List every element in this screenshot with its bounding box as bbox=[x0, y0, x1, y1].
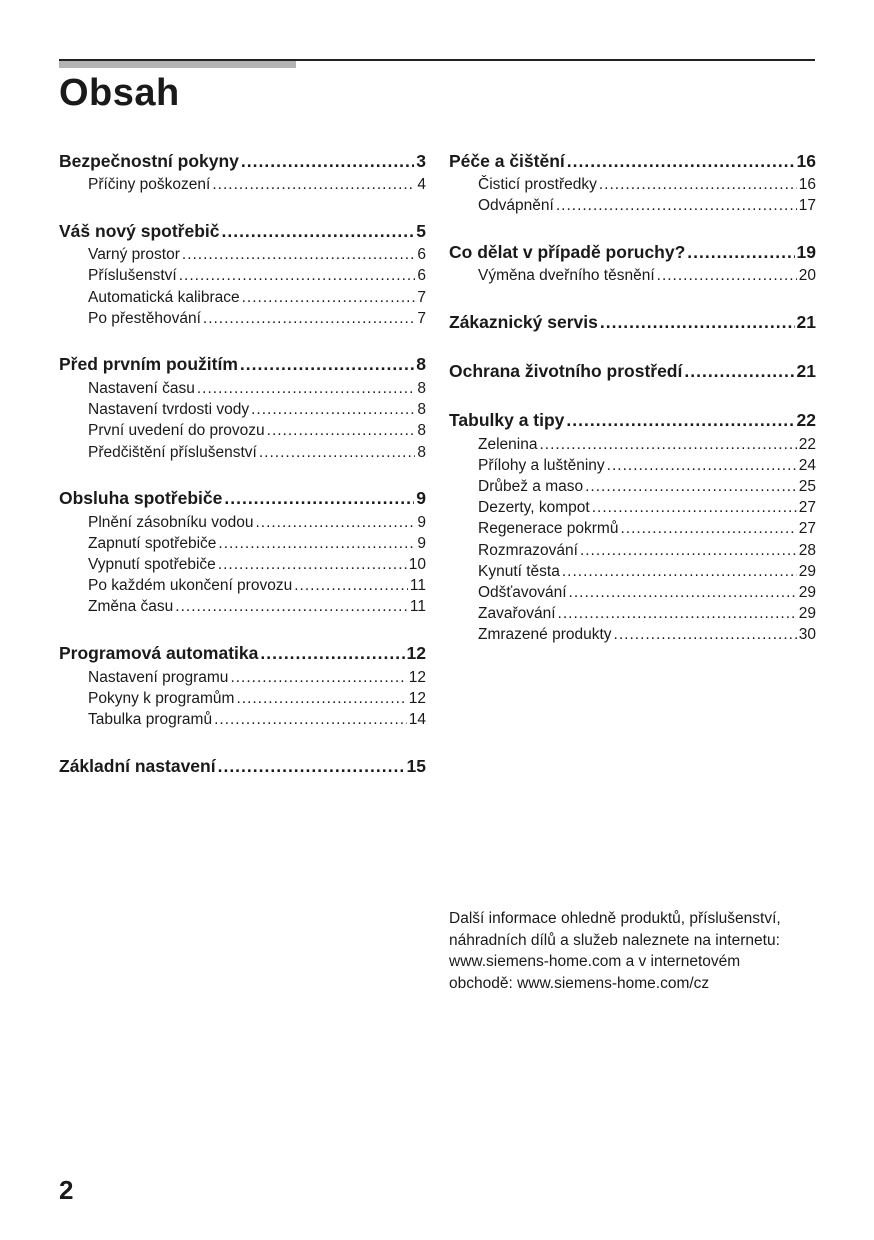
toc-section bbox=[449, 405, 816, 648]
toc-page-number: 6 bbox=[417, 267, 426, 285]
toc-section bbox=[449, 307, 816, 338]
toc-entry-label: Odvápnění bbox=[478, 197, 554, 215]
toc-page-number: 11 bbox=[409, 577, 426, 595]
dot-leader bbox=[255, 514, 415, 532]
toc-entry[interactable] bbox=[449, 542, 816, 563]
toc-entry[interactable] bbox=[59, 711, 426, 732]
toc-page-number: 14 bbox=[408, 711, 426, 728]
dot-leader bbox=[218, 756, 405, 777]
dot-leader bbox=[179, 267, 416, 285]
dot-leader bbox=[224, 488, 414, 509]
dot-leader bbox=[203, 310, 415, 328]
toc-entry[interactable] bbox=[449, 584, 816, 605]
toc-entry[interactable] bbox=[59, 514, 426, 535]
toc-section-title: Váš nový spotřebič bbox=[59, 220, 220, 241]
dot-leader bbox=[566, 410, 794, 431]
toc-entry-label: Nastavení času bbox=[88, 379, 195, 397]
toc-entry[interactable] bbox=[449, 520, 816, 541]
toc-entry[interactable] bbox=[59, 535, 426, 556]
toc-entry[interactable] bbox=[449, 605, 816, 626]
info-note-line: obchodě: www.siemens-home.com/cz bbox=[449, 974, 710, 992]
toc-page-number: 9 bbox=[417, 513, 426, 531]
toc-entry-label: První uvedení do provozu bbox=[88, 422, 265, 440]
toc-section-heading[interactable] bbox=[449, 405, 816, 436]
toc-page-number: 7 bbox=[417, 288, 426, 306]
toc-entry[interactable] bbox=[59, 380, 426, 401]
toc-page-number: 8 bbox=[417, 443, 426, 461]
toc-section bbox=[449, 145, 816, 218]
toc-page-number: 12 bbox=[408, 689, 426, 707]
toc-page-number: 5 bbox=[416, 220, 426, 241]
toc-entry[interactable] bbox=[59, 556, 426, 577]
toc-entry[interactable] bbox=[449, 176, 816, 197]
toc-page-number: 22 bbox=[796, 410, 816, 431]
toc-entry-label: Automatická kalibrace bbox=[88, 288, 240, 306]
dot-leader bbox=[592, 499, 797, 517]
toc-section-heading[interactable] bbox=[449, 145, 816, 176]
toc-entry[interactable] bbox=[59, 577, 426, 598]
toc-section-heading[interactable] bbox=[449, 236, 816, 267]
toc-section bbox=[59, 349, 426, 465]
toc-page-number: 3 bbox=[416, 150, 426, 171]
info-note bbox=[449, 908, 819, 994]
toc-section bbox=[59, 750, 426, 781]
dot-leader bbox=[236, 690, 406, 708]
info-note-line: Další informace ohledně produktů, příslušenství, bbox=[449, 910, 781, 927]
toc-page-number: 6 bbox=[417, 246, 426, 264]
toc-entry[interactable] bbox=[59, 246, 426, 267]
toc-entry-label: Po přestěhování bbox=[88, 309, 201, 327]
toc-entry[interactable] bbox=[59, 267, 426, 288]
toc-entry[interactable] bbox=[59, 669, 426, 690]
dot-leader bbox=[580, 542, 797, 560]
toc-entry[interactable] bbox=[59, 422, 426, 443]
dot-leader bbox=[218, 556, 407, 574]
toc-section-heading[interactable] bbox=[59, 483, 426, 514]
toc-section-title: Tabulky a tipy bbox=[449, 410, 565, 431]
dot-leader bbox=[259, 444, 416, 462]
toc-entry[interactable] bbox=[59, 401, 426, 422]
toc-section-title: Ochrana životního prostředí bbox=[449, 361, 683, 382]
toc-page-number: 17 bbox=[798, 197, 816, 215]
toc-entry[interactable] bbox=[59, 598, 426, 619]
toc-section bbox=[59, 638, 426, 733]
toc-entry-label: Zavařování bbox=[478, 605, 556, 623]
dot-leader bbox=[539, 436, 796, 454]
toc-entry-label: Zapnutí spotřebiče bbox=[88, 534, 217, 552]
toc-entry-label: Varný prostor bbox=[88, 246, 180, 264]
dot-leader bbox=[182, 246, 415, 264]
dot-leader bbox=[620, 520, 796, 538]
dot-leader bbox=[567, 151, 795, 172]
toc-page-number: 8 bbox=[417, 379, 426, 397]
toc-entry[interactable] bbox=[449, 197, 816, 218]
dot-leader bbox=[684, 361, 794, 382]
toc-page-number: 9 bbox=[416, 488, 426, 509]
dot-leader bbox=[260, 643, 404, 664]
toc-entry-label: Výměna dveřního těsnění bbox=[478, 267, 655, 285]
dot-leader bbox=[251, 401, 415, 419]
toc-entry-label: Zmrazené produkty bbox=[478, 626, 612, 644]
dot-leader bbox=[267, 422, 416, 440]
toc-page-number: 10 bbox=[408, 556, 426, 574]
toc-section bbox=[449, 356, 816, 387]
dot-leader bbox=[687, 242, 794, 263]
toc-entry-label: Čisticí prostředky bbox=[478, 176, 597, 193]
toc-page-number: 8 bbox=[417, 422, 426, 440]
toc-page-number: 20 bbox=[798, 267, 816, 285]
toc-page-number: 29 bbox=[798, 562, 816, 580]
toc-page-number: 15 bbox=[406, 755, 426, 776]
dot-leader bbox=[241, 151, 414, 172]
toc-entry[interactable] bbox=[59, 310, 426, 331]
toc-entry-label: Odšťavování bbox=[478, 583, 567, 601]
toc-entry[interactable] bbox=[59, 444, 426, 465]
toc-section bbox=[449, 236, 816, 288]
toc-page-number: 22 bbox=[798, 435, 816, 453]
toc-page-number: 7 bbox=[417, 309, 426, 327]
toc-page-number: 4 bbox=[417, 176, 426, 193]
dot-leader bbox=[214, 711, 407, 729]
toc-page-number: 25 bbox=[798, 477, 816, 495]
dot-leader bbox=[600, 312, 795, 333]
toc-section-title: Bezpečnostní pokyny bbox=[59, 150, 239, 171]
dot-leader bbox=[294, 577, 408, 595]
toc-entry-label: Přílohy a luštěniny bbox=[478, 456, 605, 474]
toc-entry-label: Zelenina bbox=[478, 435, 538, 453]
toc-page-number: 16 bbox=[796, 150, 816, 171]
toc-section-heading[interactable] bbox=[449, 307, 816, 338]
toc-entry-label: Příčiny poškození bbox=[88, 176, 211, 193]
dot-leader bbox=[585, 478, 797, 496]
toc-page-number: 24 bbox=[798, 456, 816, 474]
info-note-line: náhradních dílů a služeb naleznete na internetu: bbox=[449, 931, 780, 949]
toc-section-heading[interactable] bbox=[449, 356, 816, 387]
toc-section bbox=[59, 215, 426, 331]
toc-entry[interactable] bbox=[449, 267, 816, 288]
dot-leader bbox=[242, 289, 416, 307]
toc-entry-label: Příslušenství bbox=[88, 267, 177, 285]
dot-leader bbox=[230, 669, 406, 687]
toc-entry[interactable] bbox=[449, 499, 816, 520]
toc-page-number: 28 bbox=[798, 541, 816, 559]
toc-page-number: 8 bbox=[416, 354, 426, 375]
toc-page-number: 16 bbox=[798, 176, 816, 193]
dot-leader bbox=[212, 176, 415, 194]
toc-section-title: Obsluha spotřebiče bbox=[59, 488, 223, 509]
toc-entry-label: Nastavení programu bbox=[88, 668, 229, 686]
toc-entry-label: Po každém ukončení provozu bbox=[88, 577, 293, 595]
toc-section-heading[interactable] bbox=[59, 638, 426, 669]
page-title: Obsah bbox=[59, 72, 180, 114]
toc-entry-label: Vypnutí spotřebiče bbox=[88, 556, 216, 574]
toc-entry[interactable] bbox=[449, 563, 816, 584]
dot-leader bbox=[556, 197, 797, 215]
info-note-line: www.siemens-home.com a v internetovém bbox=[449, 953, 741, 970]
toc-entry-label: Dezerty, kompot bbox=[478, 499, 590, 517]
toc-section bbox=[59, 145, 426, 197]
header-accent-bar bbox=[59, 61, 296, 68]
toc-section-heading[interactable] bbox=[59, 215, 426, 246]
toc-entry[interactable] bbox=[59, 289, 426, 310]
page-number: 2 bbox=[59, 1175, 74, 1205]
toc-left-column bbox=[59, 145, 426, 799]
toc-entry[interactable] bbox=[59, 176, 426, 197]
toc-page-number: 11 bbox=[409, 598, 426, 616]
toc-page-number: 9 bbox=[417, 534, 426, 552]
toc-page-number: 27 bbox=[798, 499, 816, 517]
toc-page-number: 27 bbox=[798, 520, 816, 538]
toc-page-number: 12 bbox=[408, 668, 426, 686]
toc-entry[interactable] bbox=[449, 436, 816, 457]
dot-leader bbox=[599, 176, 797, 194]
toc-entry-label: Předčištění příslušenství bbox=[88, 443, 257, 461]
toc-entry-label: Rozmrazování bbox=[478, 541, 578, 559]
toc-entry-label: Plnění zásobníku vodou bbox=[88, 513, 254, 531]
toc-entry-label: Regenerace pokrmů bbox=[478, 520, 619, 538]
toc-page-number: 21 bbox=[796, 361, 816, 382]
toc-section-title: Co dělat v případě poruchy? bbox=[449, 241, 686, 262]
toc-section-title: Péče a čištění bbox=[449, 150, 565, 171]
toc-page-number: 21 bbox=[796, 312, 816, 333]
dot-leader bbox=[175, 598, 408, 616]
toc-section-title: Před prvním použitím bbox=[59, 354, 238, 375]
toc-entry[interactable] bbox=[449, 457, 816, 478]
toc-entry-label: Nastavení tvrdosti vody bbox=[88, 401, 250, 419]
toc-section-heading[interactable] bbox=[59, 349, 426, 380]
toc-section-title: Zákaznický servis bbox=[449, 312, 598, 333]
toc-entry-label: Kynutí těsta bbox=[478, 562, 560, 580]
toc-right-column bbox=[449, 145, 816, 665]
toc-entry-label: Drůbež a maso bbox=[478, 477, 584, 495]
toc-section-heading[interactable] bbox=[59, 145, 426, 176]
dot-leader bbox=[558, 605, 797, 623]
toc-page-number: 12 bbox=[406, 643, 426, 664]
toc-entry-label: Změna času bbox=[88, 598, 174, 616]
dot-leader bbox=[569, 584, 797, 602]
toc-entry[interactable] bbox=[59, 690, 426, 711]
toc-page-number: 29 bbox=[798, 605, 816, 623]
dot-leader bbox=[218, 535, 415, 553]
toc-page-number: 29 bbox=[798, 583, 816, 601]
toc-entry-label: Tabulka programů bbox=[88, 711, 213, 728]
toc-section-title: Programová automatika bbox=[59, 643, 259, 664]
dot-leader bbox=[657, 267, 797, 285]
dot-leader bbox=[221, 221, 414, 242]
dot-leader bbox=[614, 626, 797, 644]
dot-leader bbox=[197, 380, 416, 398]
dot-leader bbox=[562, 563, 797, 581]
toc-section-heading[interactable] bbox=[59, 750, 426, 781]
toc-page-number: 8 bbox=[417, 401, 426, 419]
toc-entry[interactable] bbox=[449, 626, 816, 647]
toc-page-number: 30 bbox=[798, 626, 816, 644]
toc-section-title: Základní nastavení bbox=[59, 755, 216, 776]
toc-section bbox=[59, 483, 426, 620]
toc-entry-label: Pokyny k programům bbox=[88, 689, 235, 707]
toc-page-number: 19 bbox=[796, 241, 816, 262]
dot-leader bbox=[607, 457, 797, 475]
toc-entry[interactable] bbox=[449, 478, 816, 499]
dot-leader bbox=[240, 354, 414, 375]
